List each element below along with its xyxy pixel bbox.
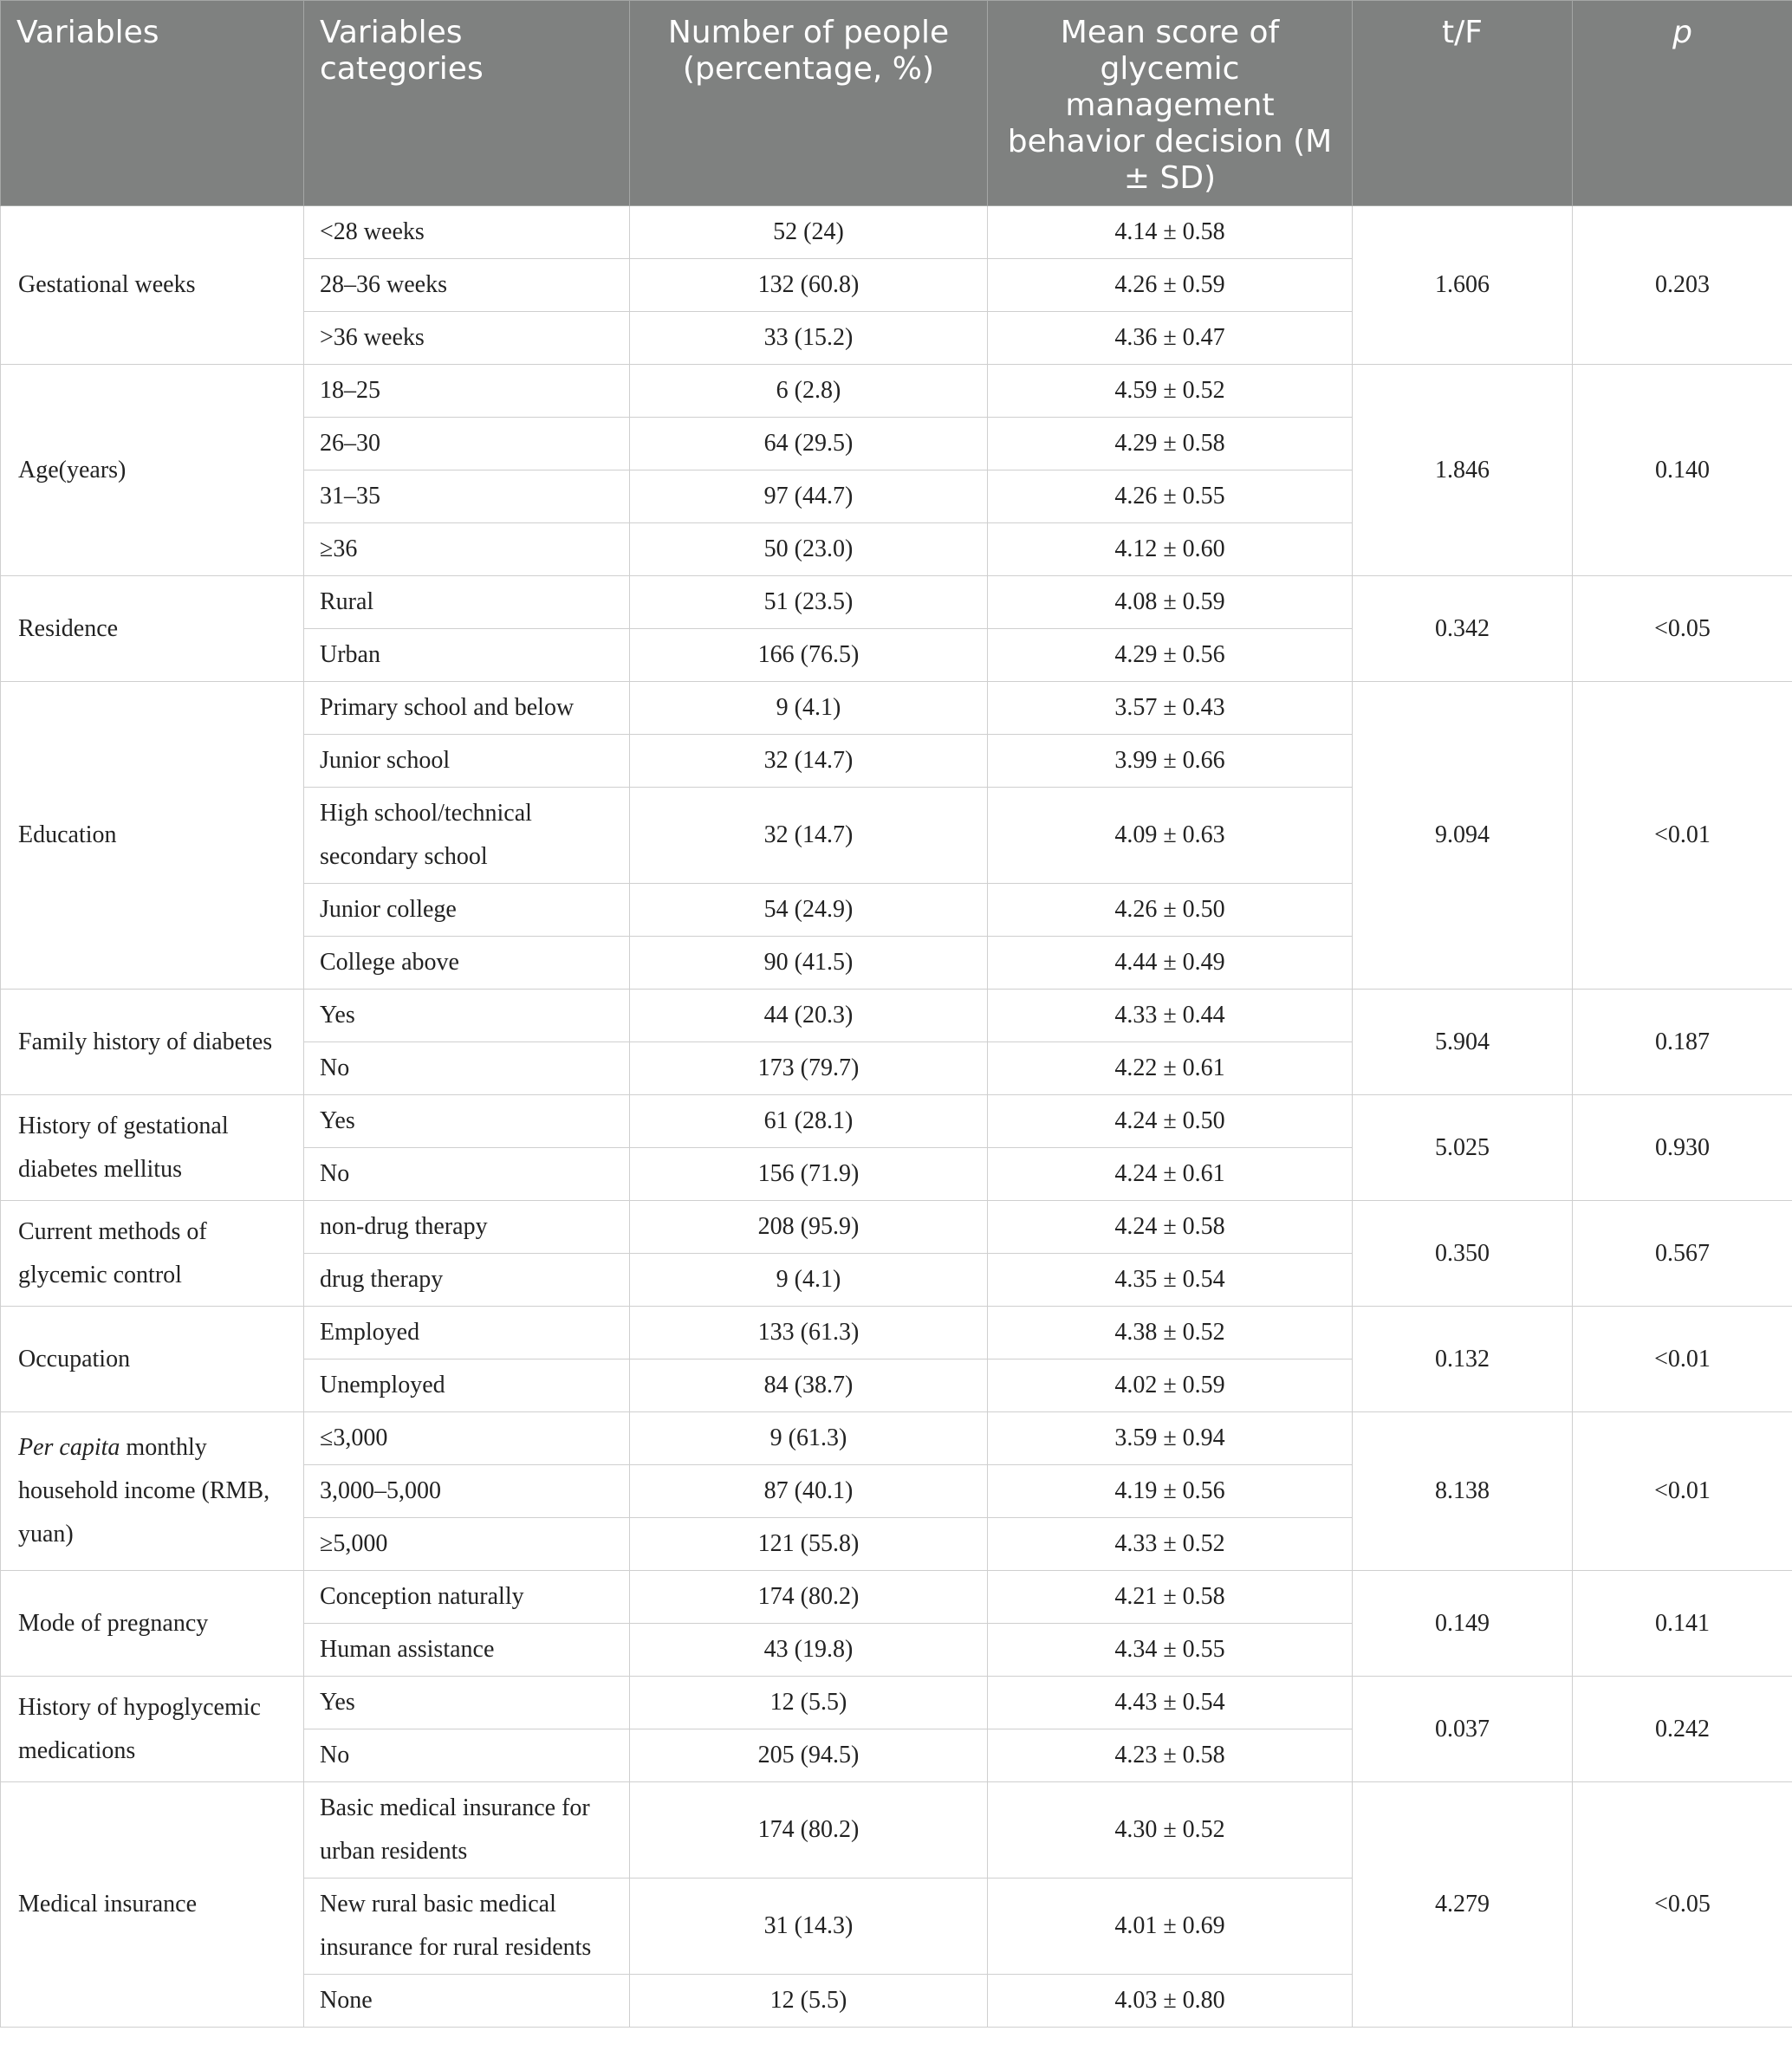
tf-cell: 9.094 xyxy=(1353,682,1573,990)
mean-cell: 4.24 ± 0.58 xyxy=(988,1201,1353,1254)
number-cell: 32 (14.7) xyxy=(630,788,988,884)
number-cell: 61 (28.1) xyxy=(630,1095,988,1148)
number-cell: 32 (14.7) xyxy=(630,735,988,788)
mean-cell: 4.14 ± 0.58 xyxy=(988,206,1353,259)
category-cell: Human assistance xyxy=(304,1624,630,1677)
p-cell: 0.567 xyxy=(1573,1201,1792,1307)
table-row xyxy=(1,1571,1792,1624)
number-cell: 97 (44.7) xyxy=(630,470,988,523)
number-cell: 87 (40.1) xyxy=(630,1465,988,1518)
category-cell: No xyxy=(304,1042,630,1095)
category-cell: ≥36 xyxy=(304,523,630,576)
category-cell: Conception naturally xyxy=(304,1571,630,1624)
table-row xyxy=(1,1201,1792,1254)
tf-cell: 5.904 xyxy=(1353,990,1573,1095)
tf-cell: 4.279 xyxy=(1353,1782,1573,2028)
p-cell: <0.05 xyxy=(1573,576,1792,682)
table-row xyxy=(1,682,1792,735)
category-cell: <28 weeks xyxy=(304,206,630,259)
mean-cell: 4.12 ± 0.60 xyxy=(988,523,1353,576)
mean-cell: 3.99 ± 0.66 xyxy=(988,735,1353,788)
category-cell: Yes xyxy=(304,1095,630,1148)
variable-label: monthly household income (RMB, yuan) xyxy=(18,1434,270,1548)
header-p-label: p xyxy=(1672,15,1692,50)
mean-cell: 4.24 ± 0.61 xyxy=(988,1148,1353,1201)
p-cell: 0.187 xyxy=(1573,990,1792,1095)
number-cell: 64 (29.5) xyxy=(630,418,988,470)
mean-cell: 4.26 ± 0.59 xyxy=(988,259,1353,312)
variable-label: Occupation xyxy=(18,1345,131,1372)
number-cell: 133 (61.3) xyxy=(630,1307,988,1359)
p-cell: <0.01 xyxy=(1573,1412,1792,1571)
number-cell: 90 (41.5) xyxy=(630,937,988,990)
variable-label: Residence xyxy=(18,614,119,642)
variable-italic: Per capita xyxy=(18,1434,120,1461)
number-cell: 173 (79.7) xyxy=(630,1042,988,1095)
category-cell: 28–36 weeks xyxy=(304,259,630,312)
variable-label: History of gestational diabetes mellitus xyxy=(18,1112,229,1183)
mean-cell: 4.30 ± 0.52 xyxy=(988,1782,1353,1879)
mean-cell: 4.43 ± 0.54 xyxy=(988,1677,1353,1729)
category-cell: Primary school and below xyxy=(304,682,630,735)
variable-cell xyxy=(1,1201,304,1307)
tf-cell: 0.037 xyxy=(1353,1677,1573,1782)
category-cell: None xyxy=(304,1975,630,2028)
mean-cell: 4.38 ± 0.52 xyxy=(988,1307,1353,1359)
variable-label: Current methods of glycemic control xyxy=(18,1217,207,1288)
tf-cell: 1.846 xyxy=(1353,365,1573,576)
category-cell: No xyxy=(304,1729,630,1782)
variable-label: Mode of pregnancy xyxy=(18,1609,209,1637)
category-cell: >36 weeks xyxy=(304,312,630,365)
variable-cell xyxy=(1,206,304,365)
table-row xyxy=(1,1677,1792,1729)
variable-label: Family history of diabetes xyxy=(18,1028,273,1055)
category-cell: Yes xyxy=(304,1677,630,1729)
variable-label: Medical insurance xyxy=(18,1891,198,1917)
mean-cell: 3.59 ± 0.94 xyxy=(988,1412,1353,1465)
category-cell: Junior college xyxy=(304,884,630,937)
number-cell: 44 (20.3) xyxy=(630,990,988,1042)
number-cell: 166 (76.5) xyxy=(630,629,988,682)
number-cell: 205 (94.5) xyxy=(630,1729,988,1782)
category-cell: Unemployed xyxy=(304,1359,630,1412)
variable-cell xyxy=(1,1571,304,1677)
mean-cell: 4.01 ± 0.69 xyxy=(988,1879,1353,1975)
mean-cell: 4.33 ± 0.52 xyxy=(988,1518,1353,1571)
mean-cell: 4.24 ± 0.50 xyxy=(988,1095,1353,1148)
header-tf: t/F xyxy=(1353,1,1573,206)
p-cell: 0.203 xyxy=(1573,206,1792,365)
number-cell: 9 (4.1) xyxy=(630,1254,988,1307)
mean-cell: 3.57 ± 0.43 xyxy=(988,682,1353,735)
variable-label: Education xyxy=(18,821,117,848)
p-cell: <0.01 xyxy=(1573,682,1792,990)
header-number: Number of people (percentage, %) xyxy=(630,1,988,206)
table-row xyxy=(1,206,1792,259)
table-row xyxy=(1,1095,1792,1148)
category-cell: Basic medical insurance for urban residents xyxy=(304,1782,630,1879)
header-mean: Mean score of glycemic management behavior decision (M ± SD) xyxy=(988,1,1353,206)
variable-cell xyxy=(1,1095,304,1201)
mean-cell: 4.26 ± 0.55 xyxy=(988,470,1353,523)
mean-cell: 4.44 ± 0.49 xyxy=(988,937,1353,990)
number-cell: 33 (15.2) xyxy=(630,312,988,365)
p-cell: 0.242 xyxy=(1573,1677,1792,1782)
variable-cell xyxy=(1,576,304,682)
number-cell: 84 (38.7) xyxy=(630,1359,988,1412)
number-cell: 31 (14.3) xyxy=(630,1879,988,1975)
variable-cell xyxy=(1,682,304,990)
table-row xyxy=(1,576,1792,629)
mean-cell: 4.26 ± 0.50 xyxy=(988,884,1353,937)
table-row xyxy=(1,365,1792,418)
mean-cell: 4.19 ± 0.56 xyxy=(988,1465,1353,1518)
number-cell: 50 (23.0) xyxy=(630,523,988,576)
tf-cell: 0.132 xyxy=(1353,1307,1573,1412)
category-cell: 26–30 xyxy=(304,418,630,470)
mean-cell: 4.02 ± 0.59 xyxy=(988,1359,1353,1412)
category-cell: Urban xyxy=(304,629,630,682)
table-row xyxy=(1,1412,1792,1465)
variable-cell xyxy=(1,990,304,1095)
category-cell: No xyxy=(304,1148,630,1201)
table-row xyxy=(1,1782,1792,1879)
table-row xyxy=(1,1307,1792,1359)
variable-cell xyxy=(1,1412,304,1571)
tf-cell: 1.606 xyxy=(1353,206,1573,365)
number-cell: 121 (55.8) xyxy=(630,1518,988,1571)
number-cell: 156 (71.9) xyxy=(630,1148,988,1201)
table-body xyxy=(1,206,1792,2028)
number-cell: 43 (19.8) xyxy=(630,1624,988,1677)
mean-cell: 4.33 ± 0.44 xyxy=(988,990,1353,1042)
category-cell: 31–35 xyxy=(304,470,630,523)
mean-cell: 4.29 ± 0.56 xyxy=(988,629,1353,682)
category-cell: Rural xyxy=(304,576,630,629)
mean-cell: 4.35 ± 0.54 xyxy=(988,1254,1353,1307)
mean-cell: 4.08 ± 0.59 xyxy=(988,576,1353,629)
number-cell: 174 (80.2) xyxy=(630,1782,988,1879)
mean-cell: 4.21 ± 0.58 xyxy=(988,1571,1353,1624)
mean-cell: 4.23 ± 0.58 xyxy=(988,1729,1353,1782)
category-cell: College above xyxy=(304,937,630,990)
header-categories: Variables categories xyxy=(304,1,630,206)
variable-cell xyxy=(1,1307,304,1412)
mean-cell: 4.29 ± 0.58 xyxy=(988,418,1353,470)
tf-cell: 0.350 xyxy=(1353,1201,1573,1307)
category-cell: 3,000–5,000 xyxy=(304,1465,630,1518)
category-cell: drug therapy xyxy=(304,1254,630,1307)
tf-cell: 0.149 xyxy=(1353,1571,1573,1677)
category-cell: Yes xyxy=(304,990,630,1042)
tf-cell: 0.342 xyxy=(1353,576,1573,682)
mean-cell: 4.59 ± 0.52 xyxy=(988,365,1353,418)
variable-cell xyxy=(1,1782,304,2028)
number-cell: 52 (24) xyxy=(630,206,988,259)
mean-cell: 4.09 ± 0.63 xyxy=(988,788,1353,884)
p-cell: <0.05 xyxy=(1573,1782,1792,2028)
p-cell: 0.140 xyxy=(1573,365,1792,576)
category-cell: non-drug therapy xyxy=(304,1201,630,1254)
number-cell: 9 (61.3) xyxy=(630,1412,988,1465)
number-cell: 12 (5.5) xyxy=(630,1677,988,1729)
p-cell: <0.01 xyxy=(1573,1307,1792,1412)
tf-cell: 8.138 xyxy=(1353,1412,1573,1571)
tf-cell: 5.025 xyxy=(1353,1095,1573,1201)
variable-label: Age(years) xyxy=(18,456,127,483)
p-cell: 0.930 xyxy=(1573,1095,1792,1201)
number-cell: 6 (2.8) xyxy=(630,365,988,418)
category-cell: New rural basic medical insurance for rural residents xyxy=(304,1879,630,1975)
mean-cell: 4.34 ± 0.55 xyxy=(988,1624,1353,1677)
variable-label: History of hypoglycemic medications xyxy=(18,1693,261,1764)
p-cell: 0.141 xyxy=(1573,1571,1792,1677)
table-header xyxy=(1,1,1792,206)
mean-cell: 4.03 ± 0.80 xyxy=(988,1975,1353,2028)
mean-cell: 4.36 ± 0.47 xyxy=(988,312,1353,365)
number-cell: 12 (5.5) xyxy=(630,1975,988,2028)
number-cell: 51 (23.5) xyxy=(630,576,988,629)
number-cell: 54 (24.9) xyxy=(630,884,988,937)
variable-cell xyxy=(1,1677,304,1782)
number-cell: 208 (95.9) xyxy=(630,1201,988,1254)
variable-label: Gestational weeks xyxy=(18,271,196,298)
category-cell: ≥5,000 xyxy=(304,1518,630,1571)
category-cell: Junior school xyxy=(304,735,630,788)
header-p xyxy=(1573,1,1792,206)
category-cell: ≤3,000 xyxy=(304,1412,630,1465)
number-cell: 174 (80.2) xyxy=(630,1571,988,1624)
category-cell: 18–25 xyxy=(304,365,630,418)
mean-cell: 4.22 ± 0.61 xyxy=(988,1042,1353,1095)
header-variables: Variables xyxy=(1,1,304,206)
number-cell: 132 (60.8) xyxy=(630,259,988,312)
number-cell: 9 (4.1) xyxy=(630,682,988,735)
category-cell: Employed xyxy=(304,1307,630,1359)
variable-cell xyxy=(1,365,304,576)
table-row xyxy=(1,990,1792,1042)
category-cell: High school/technical secondary school xyxy=(304,788,630,884)
header-row xyxy=(1,1,1792,206)
